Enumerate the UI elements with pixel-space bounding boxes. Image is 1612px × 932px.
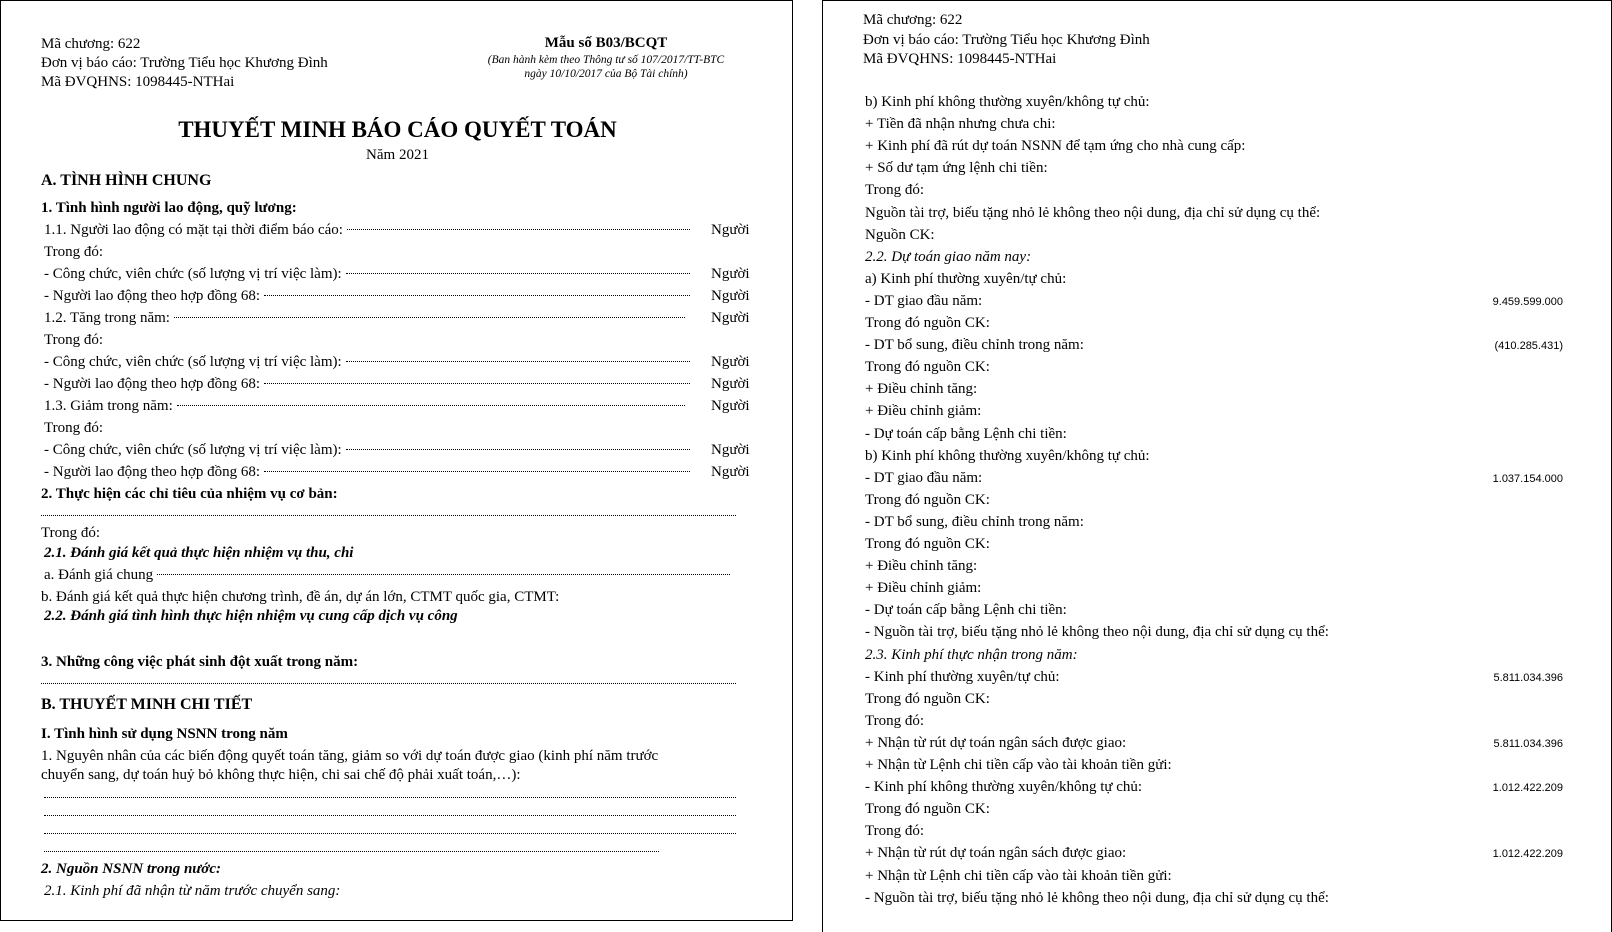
detail-line: Trong đó nguồn CK: [865,315,990,331]
s1-1-row: 1.1. Người lao động có mặt tại thời điểm báo cáo: [44,221,694,239]
detail-line: a) Kinh phí thường xuyên/tự chủ: [865,271,1067,287]
s1-1-hop-dong-row: - Người lao động theo hợp đồng 68: [44,287,694,305]
fill-line [44,851,659,852]
b1-1-line1: 1. Nguyên nhân của các biến động quyết toán tăng, giảm so với dự toán được giao (kinh phí năm trước [41,748,659,764]
trong-do: Trong đó: [44,332,104,348]
ma-chuong: Mã chương: 622 [863,12,963,28]
s1-3-row: 1.3. Giảm trong năm: [44,397,689,415]
fill-line [41,683,736,684]
detail-line: Nguồn CK: [865,227,935,243]
unit-label: Người [711,354,750,370]
detail-line: Trong đó nguồn CK: [865,536,990,552]
form-code: Mẫu số B03/BCQT [544,35,668,51]
don-vi-bao-cao: Đơn vị báo cáo: Trường Tiểu học Khương Đình [41,55,328,71]
detail-line: b) Kinh phí không thường xuyên/không tự chủ: [865,94,1150,110]
report-page-right [822,0,1612,932]
ma-dvqhns: Mã ĐVQHNS: 1098445-NTHai [41,74,235,90]
detail-line: Trong đó nguồn CK: [865,691,990,707]
detail-line: - DT giao đầu năm: [865,293,983,309]
s1-3-hop-dong-row: - Người lao động theo hợp đồng 68: [44,463,694,481]
unit-label: Người [711,464,750,480]
s2-1b: b. Đánh giá kết quả thực hiện chương trình, đề án, dự án lớn, CTMT quốc gia, CTMT: [41,589,560,605]
unit-label: Người [711,222,750,238]
detail-line: 2.3. Kinh phí thực nhận trong năm: [865,647,1078,663]
detail-line: - DT giao đầu năm: [865,470,983,486]
form-note-2: ngày 10/10/2017 của Bộ Tài chính) [524,68,688,80]
unit-label: Người [711,288,750,304]
section-a-heading: A. TÌNH HÌNH CHUNG [41,172,212,189]
trong-do: Trong đó: [44,420,104,436]
detail-line: + Tiền đã nhận nhưng chưa chi: [865,116,1056,132]
s1-3-cong-chuc-row: - Công chức, viên chức (số lượng vị trí việc làm): [44,441,694,459]
trong-do: Trong đó: [44,244,104,260]
fill-line [41,515,736,516]
unit-label: Người [711,398,750,414]
form-note-1: (Ban hành kèm theo Thông tư số 107/2017/TT-BTC [487,54,725,66]
detail-line: + Điều chỉnh giảm: [865,403,982,419]
detail-line: b) Kinh phí không thường xuyên/không tự chủ: [865,448,1150,464]
s2-1a-row: a. Đánh giá chung [44,566,734,584]
s1-2-hop-dong-row: - Người lao động theo hợp đồng 68: [44,375,694,393]
fill-line [44,815,736,816]
detail-amount: 5.811.034.396 [1493,672,1563,684]
detail-line: + Kinh phí đã rút dự toán NSNN để tạm ứng cho nhà cung cấp: [865,138,1246,154]
s3-heading: 3. Những công việc phát sinh đột xuất trong năm: [41,654,359,670]
detail-amount: 1.012.422.209 [1492,848,1563,860]
s1-heading: 1. Tình hình người lao động, quỹ lương: [41,200,297,216]
detail-line: - Dự toán cấp bằng Lệnh chi tiền: [865,426,1067,442]
s2-1-heading: 2.1. Đánh giá kết quả thực hiện nhiệm vụ thu, chi [44,545,354,561]
detail-line: 2.2. Dự toán giao năm nay: [865,249,1032,265]
detail-line: + Nhận từ rút dự toán ngân sách được giao: [865,735,1127,751]
b1-heading: I. Tình hình sử dụng NSNN trong năm [41,726,288,742]
detail-line: + Nhận từ rút dự toán ngân sách được giao: [865,845,1127,861]
detail-line: Nguồn tài trợ, biếu tặng nhỏ lẻ không theo nội dung, địa chỉ sử dụng cụ thể: [865,205,1321,221]
detail-amount: 1.037.154.000 [1492,473,1563,485]
detail-amount: 9.459.599.000 [1492,296,1563,308]
unit-label: Người [711,442,750,458]
report-year: Năm 2021 [366,147,429,163]
detail-line: + Số dư tạm ứng lệnh chi tiền: [865,160,1048,176]
detail-line: + Điều chỉnh tăng: [865,381,978,397]
detail-line: + Điều chỉnh giảm: [865,580,982,596]
b2-1-heading: 2.1. Kinh phí đã nhận từ năm trước chuyển sang: [44,883,341,899]
fill-line [44,833,736,834]
detail-line: Trong đó nguồn CK: [865,359,990,375]
ma-chuong: Mã chương: 622 [41,36,141,52]
s1-1-cong-chuc-row: - Công chức, viên chức (số lượng vị trí việc làm): [44,265,694,283]
detail-line: Trong đó: [865,823,925,839]
b2-heading: 2. Nguồn NSNN trong nước: [41,861,221,877]
detail-line: - Nguồn tài trợ, biếu tặng nhỏ lẻ không theo nội dung, địa chỉ sử dụng cụ thể: [865,624,1329,640]
ma-dvqhns: Mã ĐVQHNS: 1098445-NTHai [863,51,1057,67]
detail-line: Trong đó nguồn CK: [865,801,990,817]
detail-line: - Kinh phí không thường xuyên/không tự chủ: [865,779,1143,795]
detail-line: + Nhận từ Lệnh chi tiền cấp vào tài khoản tiền gửi: [865,757,1172,773]
detail-line: Trong đó nguồn CK: [865,492,990,508]
report-page-left [0,0,793,921]
s1-2-cong-chuc-row: - Công chức, viên chức (số lượng vị trí việc làm): [44,353,694,371]
detail-line: - Kinh phí thường xuyên/tự chủ: [865,669,1060,685]
detail-line: - DT bổ sung, điều chỉnh trong năm: [865,337,1084,353]
detail-line: Trong đó: [865,713,925,729]
b1-1-line2: chuyển sang, dự toán huỷ bỏ không thực hiện, chi sai chế độ phải xuất toán,…): [41,767,521,783]
detail-amount: (410.285.431) [1494,340,1563,352]
detail-line: + Điều chỉnh tăng: [865,558,978,574]
detail-line: - Dự toán cấp bằng Lệnh chi tiền: [865,602,1067,618]
unit-label: Người [711,376,750,392]
detail-line: Trong đó: [865,182,925,198]
detail-amount: 5.811.034.396 [1493,738,1563,750]
unit-label: Người [711,310,750,326]
section-b-heading: B. THUYẾT MINH CHI TIẾT [41,696,253,713]
unit-label: Người [711,266,750,282]
trong-do: Trong đó: [41,525,101,541]
don-vi-bao-cao: Đơn vị báo cáo: Trường Tiểu học Khương Đình [863,32,1150,48]
detail-line: - Nguồn tài trợ, biếu tặng nhỏ lẻ không theo nội dung, địa chỉ sử dụng cụ thể: [865,890,1329,906]
s2-2-heading: 2.2. Đánh giá tình hình thực hiện nhiệm vụ cung cấp dịch vụ công [44,608,458,624]
s2-heading: 2. Thực hiện các chỉ tiêu của nhiệm vụ cơ bản: [41,486,338,502]
fill-line [44,797,736,798]
detail-amount: 1.012.422.209 [1492,782,1563,794]
detail-line: + Nhận từ Lệnh chi tiền cấp vào tài khoản tiền gửi: [865,868,1172,884]
detail-line: - DT bổ sung, điều chỉnh trong năm: [865,514,1084,530]
page-title: THUYẾT MINH BÁO CÁO QUYẾT TOÁN [178,117,617,142]
s1-2-row: 1.2. Tăng trong năm: [44,309,689,327]
